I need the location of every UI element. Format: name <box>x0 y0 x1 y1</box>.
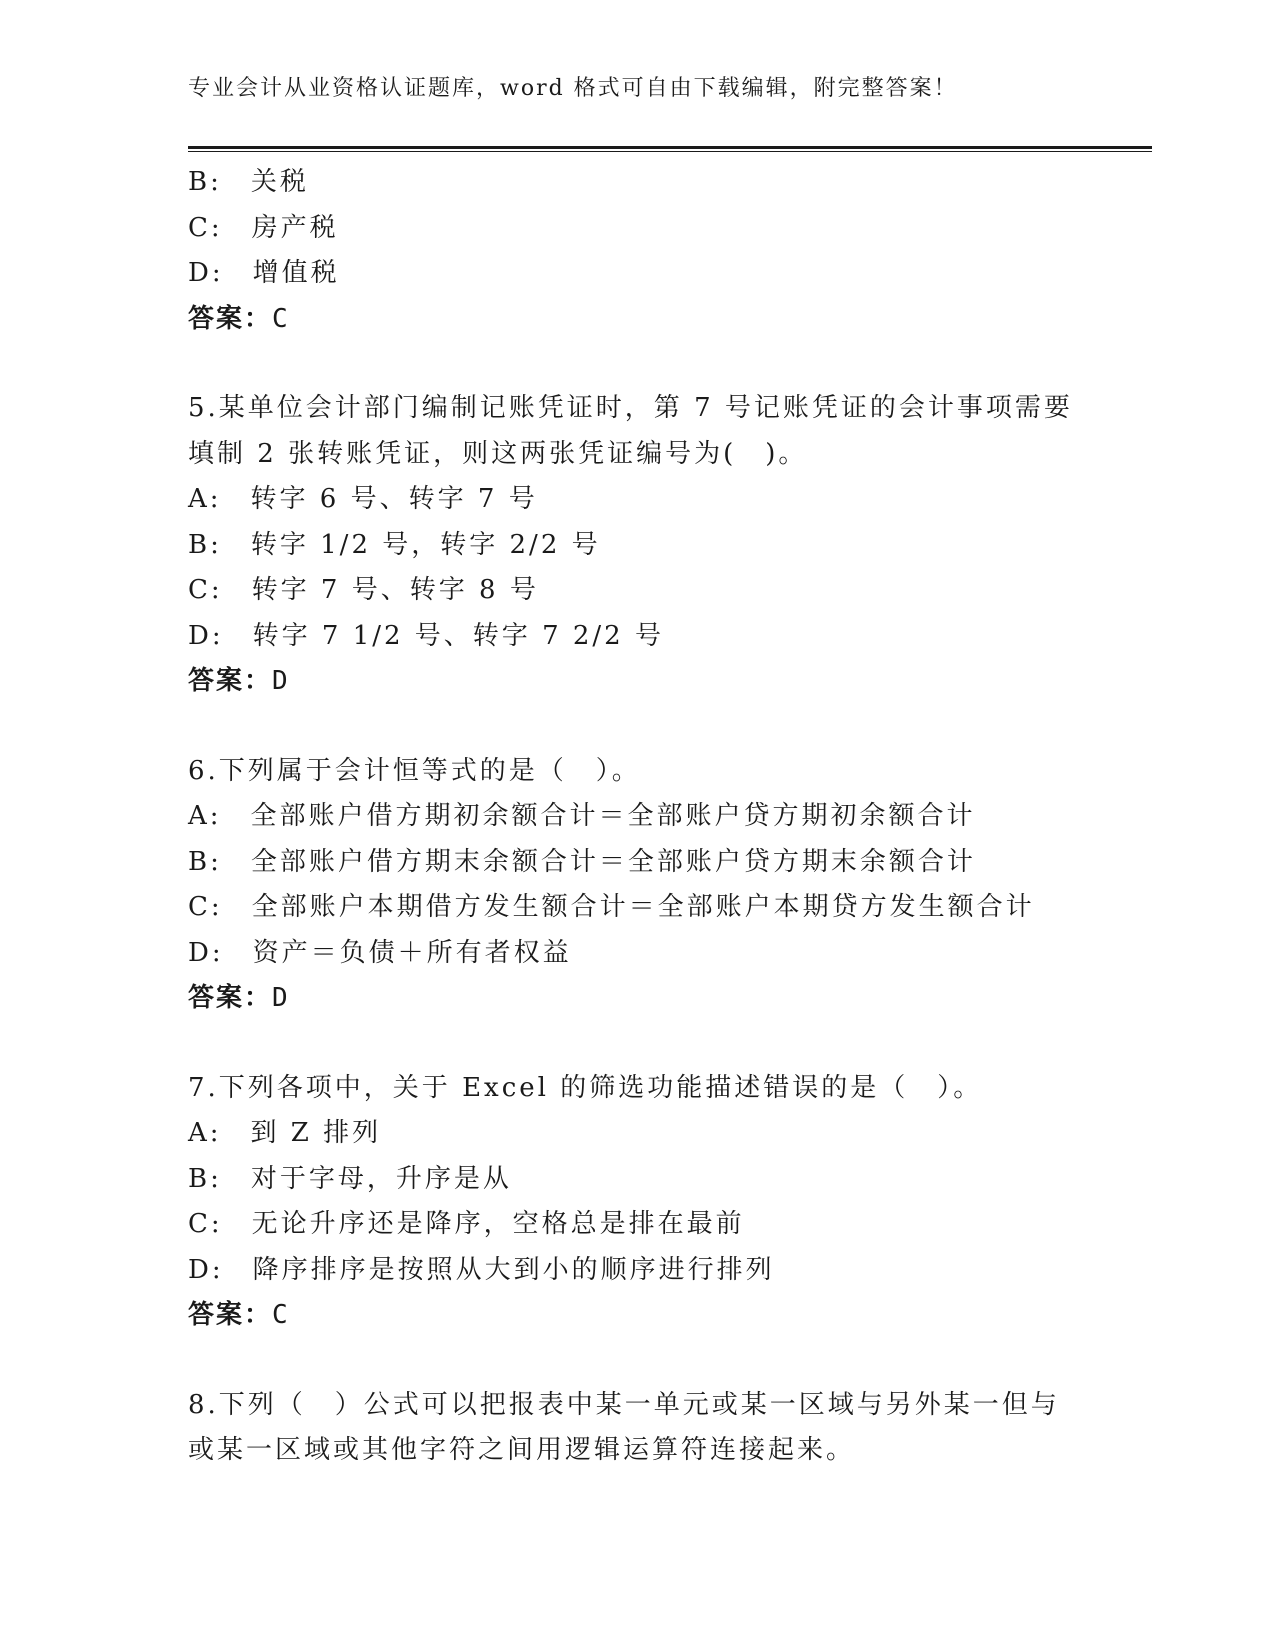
option-a: A: 全部账户借方期初余额合计＝全部账户贷方期初余额合计 <box>188 801 976 831</box>
option-c: C: 房产税 <box>188 212 339 243</box>
option-c: C: 全部账户本期借方发生额合计＝全部账户本期贷方发生额合计 <box>188 892 1035 922</box>
answer-value: D <box>272 666 290 696</box>
question-stem: 填制 2 张转账凭证，则这两张凭证编号为( )。 <box>188 438 808 469</box>
answer-line <box>188 976 1148 1022</box>
question-stem: 8.下列（ ）公式可以把报表中某一单元或某一区域与另外某一但与 <box>188 1389 1060 1420</box>
header-rule-thick <box>188 146 1152 149</box>
answer-line <box>188 297 1148 343</box>
option-b: B: 全部账户借方期末余额合计＝全部账户贷方期末余额合计 <box>188 846 976 877</box>
answer-value: C <box>272 303 290 334</box>
question-stem: 7.下列各项中，关于 Excel 的筛选功能描述错误的是（ ）。 <box>188 1072 983 1103</box>
answer-line <box>188 659 1148 705</box>
option-d: D: 转字 7 1/2 号、转字 7 2/2 号 <box>188 620 664 651</box>
option-a: A: 转字 6 号、转字 7 号 <box>188 484 538 514</box>
answer-value: C <box>272 1300 290 1330</box>
option-d: D: 资产＝负债＋所有者权益 <box>188 937 572 968</box>
answer-label: 答案： <box>188 983 273 1013</box>
question-stem: 或某一区域或其他字符之间用逻辑运算符连接起来。 <box>188 1435 856 1465</box>
prev-question-options <box>188 160 1148 297</box>
answer-label: 答案： <box>188 666 273 696</box>
question-stem: 6.下列属于会计恒等式的是（ ）。 <box>188 755 641 786</box>
header-rule-thin <box>188 151 1152 152</box>
option-b: B: 对于字母，升序是从 <box>188 1163 512 1194</box>
option-c: C: 无论升序还是降序，空格总是排在最前 <box>188 1209 745 1239</box>
question-content <box>188 160 1148 1474</box>
answer-line <box>188 1293 1148 1339</box>
option-d: D: 降序排序是按照从大到小的顺序进行排列 <box>188 1254 775 1285</box>
page-header: 专业会计从业资格认证题库，word 格式可自由下载编辑，附完整答案！ <box>188 76 958 101</box>
option-b: B: 转字 1/2 号，转字 2/2 号 <box>188 529 601 560</box>
question-stem: 5.某单位会计部门编制记账凭证时，第 7 号记账凭证的会计事项需要 <box>188 393 1073 423</box>
answer-label: 答案： <box>188 1300 273 1330</box>
answer-label: 答案： <box>188 303 273 334</box>
option-b: B: 关税 <box>188 167 309 197</box>
question-7 <box>188 1066 1148 1339</box>
option-a: A: 到 Z 排列 <box>188 1118 382 1148</box>
question-8 <box>188 1383 1148 1474</box>
question-5 <box>188 386 1148 705</box>
answer-value: D <box>272 983 290 1013</box>
option-c: C: 转字 7 号、转字 8 号 <box>188 575 539 605</box>
option-d: D: 增值税 <box>188 258 340 288</box>
question-6 <box>188 749 1148 1022</box>
